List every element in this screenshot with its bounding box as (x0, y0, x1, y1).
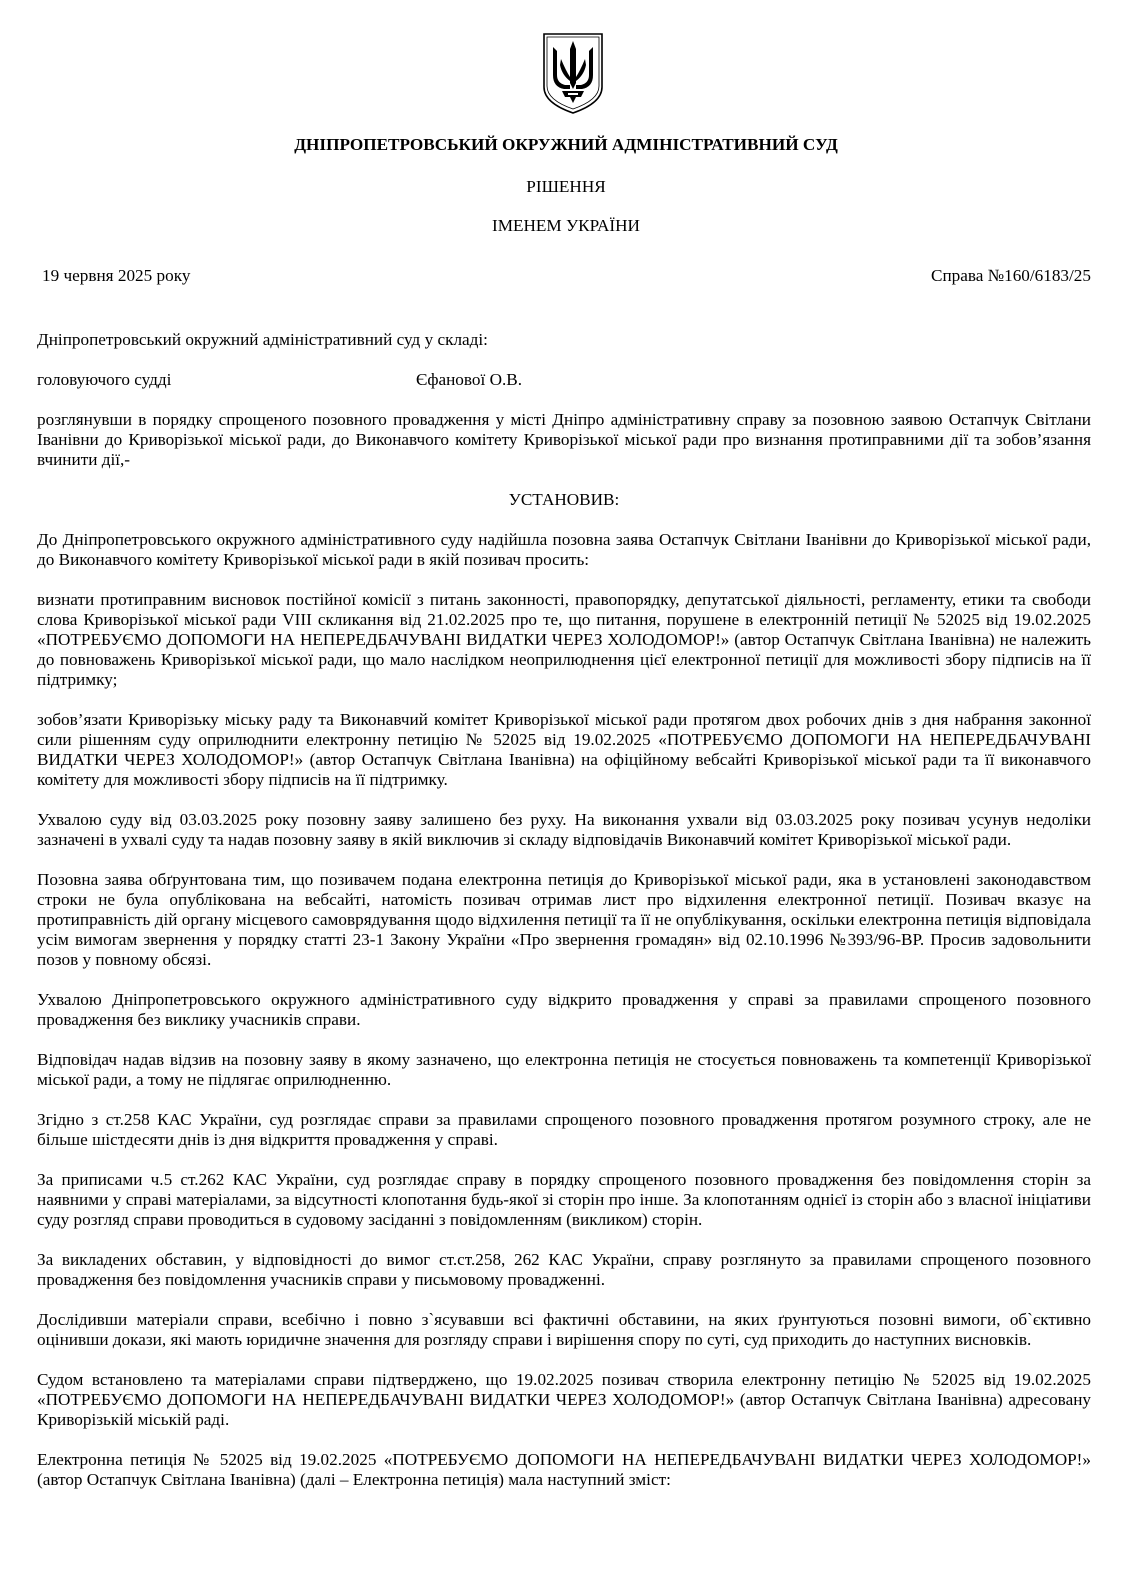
judge-name: Єфанової О.В. (416, 370, 523, 389)
in-name-of-ukraine: ІМЕНЕМ УКРАЇНИ (492, 216, 640, 235)
decision-body (37, 330, 1091, 1510)
date-case-row (42, 266, 1091, 286)
paragraph: Судом встановлено та матеріалами справи підтверджено, що 19.02.2025 позивач створила електронну петицію № 52025 від 19.02.2025 «ПОТРЕБУЄМО ДОПОМОГИ НА НЕПЕРЕДБАЧУВАНІ ВИДАТКИ ЧЕРЕЗ ХОЛОДОМОР!» (автор Остапчук Світлана Іванівна) адресовану Криворізькій міській раді. (37, 1370, 1091, 1429)
judge-row (37, 370, 1091, 390)
trident-emblem-icon (540, 31, 606, 115)
section-heading-established: УСТАНОВИВ: (508, 490, 620, 509)
paragraph: Згідно з ст.258 КАС України, суд розглядає справи за правилами спрощеного позовного провадження протягом розумного строку, але не більше шістдесяти днів із дня відкриття провадження у справі. (37, 1110, 1091, 1149)
paragraph: За викладених обставин, у відповідності до вимог ст.ст.258, 262 КАС України, справу розглянуто за правилами спрощеного позовного провадження без повідомлення учасників справи у письмовому провадженні. (37, 1250, 1091, 1289)
paragraph: До Дніпропетровського окружного адміністративного суду надійшла позовна заява Остапчук Світлани Іванівни до Криворізької міської ради, до Виконавчого комітету Криворізької міської ради в якій позивач просить: (37, 530, 1091, 569)
paragraph: Відповідач надав відзив на позовну заяву в якому зазначено, що електронна петиція не стосується повноважень та компетенції Криворізької міської ради, а тому не підлягає оприлюдненню. (37, 1050, 1091, 1089)
paragraph: Електронна петиція № 52025 від 19.02.2025 «ПОТРЕБУЄМО ДОПОМОГИ НА НЕПЕРЕДБАЧУВАНІ ВИДАТКИ ЧЕРЕЗ ХОЛОДОМОР!» (автор Остапчук Світлана Іванівна) (далі – Електронна петиція) мала наступний зміст: (37, 1450, 1091, 1489)
case-number: Справа №160/6183/25 (931, 266, 1091, 285)
composition-intro: Дніпропетровський окружний адміністративний суд у складі: (37, 330, 488, 349)
court-name: ДНІПРОПЕТРОВСЬКИЙ ОКРУЖНИЙ АДМІНІСТРАТИВНИЙ СУД (294, 135, 838, 154)
paragraph: Ухвалою Дніпропетровського окружного адміністративного суду відкрито провадження у справі за правилами спрощеного позовного провадження без виклику учасників справи. (37, 990, 1091, 1029)
judge-label: головуючого судді (37, 370, 172, 389)
document-type: РІШЕННЯ (526, 177, 606, 196)
paragraph: розглянувши в порядку спрощеного позовного провадження у місті Дніпро адміністративну справу за позовною заявою Остапчук Світлани Іванівни до Криворізької міської ради, до Виконавчого комітету Криворізької міської ради про визнання протиправними дії та зобов’язання вчинити дії,- (37, 410, 1091, 469)
paragraph: Дослідивши матеріали справи, всебічно і повно з`ясувавши всі фактичні обставини, на яких ґрунтуються позовні вимоги, об`єктивно оцінивши докази, які мають юридичне значення для розгляду справи і вирішення спору по суті, суд приходить до наступних висновків. (37, 1310, 1091, 1349)
paragraph: Позовна заява обґрунтована тим, що позивачем подана електронна петиція до Криворізької міської ради, яка в установлені законодавством строки не була опублікована на вебсайті, натомість позивач отримав лист про відхилення електронної петиції. Позивач вказує на протиправність дій органу місцевого самоврядування щодо відхилення петиції та її не опублікування, оскільки електронна петиція відповідала усім вимогам звернення у порядку статті 23-1 Закону України «Про звернення громадян» від 02.10.1996 №393/96-ВР. Просив задовольнити позов у повному обсязі. (37, 870, 1091, 969)
paragraph: визнати протиправним висновок постійної комісії з питань законності, правопорядку, депутатської діяльності, регламенту, етики та свободи слова Криворізької міської ради VIII скликання від 21.02.2025 про те, що питання, порушене в електронній петиції № 52025 від 19.02.2025 «ПОТРЕБУЄМО ДОПОМОГИ НА НЕПЕРЕДБАЧУВАНІ ВИДАТКИ ЧЕРЕЗ ХОЛОДОМОР!» (автор Остапчук Світлана Іванівна) не належить до повноважень Криворізької міської ради, що мало наслідком неоприлюднення цієї електронної петиції для можливості збору підписів на її підтримку; (37, 590, 1091, 689)
paragraph: Ухвалою суду від 03.03.2025 року позовну заяву залишено без руху. На виконання ухвали від 03.03.2025 року позивач усунув недоліки зазначені в ухвалі суду та надав позовну заяву в якій виключив зі складу відповідачів Виконавчий комітет Криворізької міської ради. (37, 810, 1091, 849)
paragraph: За приписами ч.5 ст.262 КАС України, суд розглядає справу в порядку спрощеного позовного провадження без повідомлення сторін за наявними у справі матеріалами, за відсутності клопотання будь-якої зі сторін про інше. За клопотанням однієї із сторін або з власної ініціативи суду розгляд справи проводиться в судовому засіданні з повідомленням (викликом) сторін. (37, 1170, 1091, 1229)
decision-date: 19 червня 2025 року (42, 266, 191, 285)
paragraph: зобов’язати Криворізьку міську раду та Виконавчий комітет Криворізької міської ради протягом двох робочих днів з дня набрання законної сили рішенням суду оприлюднити електронну петицію № 52025 від 19.02.2025 «ПОТРЕБУЄМО ДОПОМОГИ НА НЕПЕРЕДБАЧУВАНІ ВИДАТКИ ЧЕРЕЗ ХОЛОДОМОР!» (автор Остапчук Світлана Іванівна) на офіційному вебсайті Криворізької міської ради та її виконавчого комітету для можливості збору підписів на її підтримку. (37, 710, 1091, 789)
